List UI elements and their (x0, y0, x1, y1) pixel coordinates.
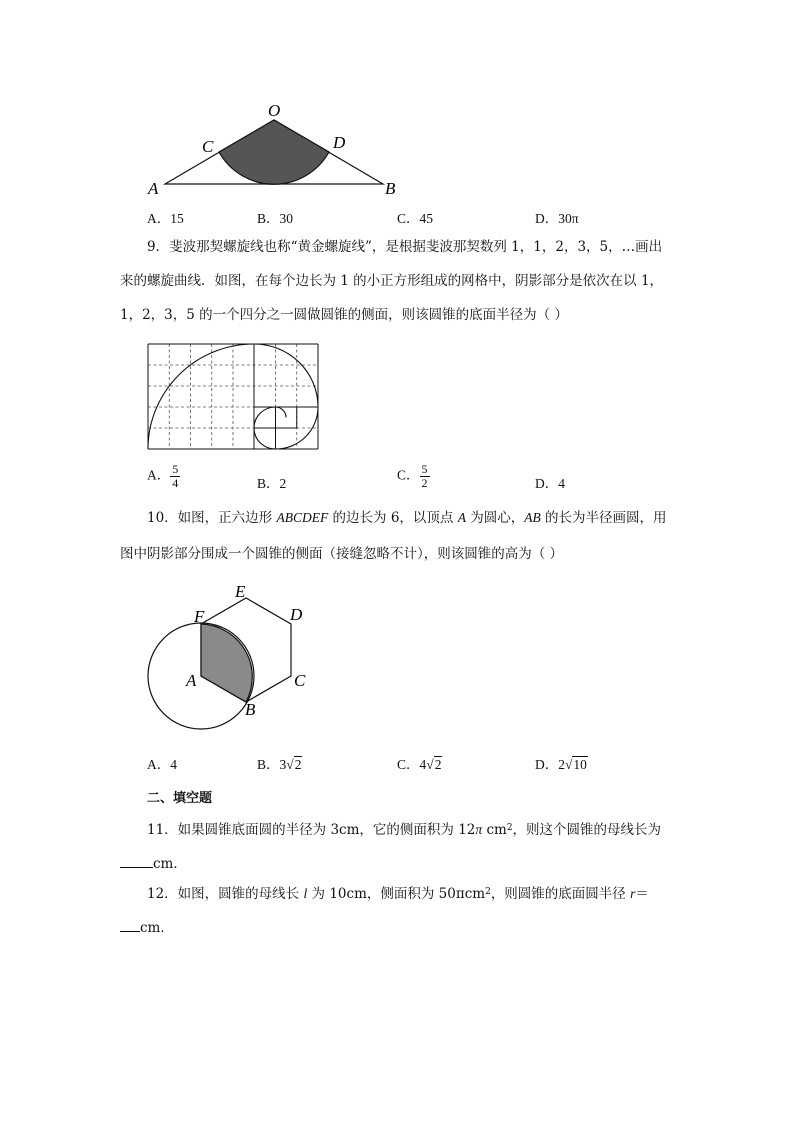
fraction-5-2: $\frac{5}{2}$ (421, 462, 428, 490)
q9-option-a[interactable] (147, 463, 180, 490)
sqrt-sign: √ (286, 757, 294, 772)
q11-line-2: cm． (120, 853, 187, 874)
label-a: A (148, 179, 159, 198)
label-b: B (245, 700, 256, 719)
label-o: O (268, 101, 281, 120)
q10-option-c[interactable]: C．4√2 (397, 757, 442, 772)
label-c: C (202, 137, 214, 156)
q11-line-1: 11．如果圆锥底面圆的半径为 3cm，它的侧面积为 12π $cm^2$，则这个圆锥的母线长为 (147, 822, 662, 838)
label-d: D (333, 133, 346, 152)
q8-option-d[interactable]: D．30π (535, 211, 579, 226)
q10-line-2: 图中阴影部分围成一个圆锥的侧面（接缝忽略不计），则该圆锥的高为（ ） (120, 546, 564, 562)
q10-line-1: 10．如图，正六边形 ABCDEF 的边长为 6，以顶点 A 为圆心，AB 的长为半径画圆，用 (147, 510, 667, 526)
label-f: F (194, 607, 205, 626)
shaded-sector (219, 120, 329, 184)
dashed-grid (148, 344, 318, 449)
shaded-region (201, 624, 252, 702)
q9-option-a-prefix: A． (147, 467, 171, 483)
q8-option-c[interactable]: C．45 (397, 211, 434, 226)
q12-line-1: 12．如图，圆锥的母线长 l 为 10cm，侧面积为 50πcm$^2$，则圆锥的底面圆半径 r＝ (147, 886, 649, 902)
label-c: C (294, 671, 306, 690)
answer-blank[interactable] (120, 853, 153, 868)
q9-option-c-prefix: C． (397, 467, 420, 483)
label-a: A (186, 671, 197, 690)
figure-sector-triangle (140, 95, 410, 200)
q9-line-2: 来的螺旋曲线．如图，在每个边长为 1 的小正方形组成的网格中，阴影部分是依次在以 1， (120, 273, 664, 289)
label-b: B (385, 179, 396, 198)
q9-line-1: 9．斐波那契螺旋线也称“黄金螺旋线”，是根据斐波那契数列 1，1，2，3，5，…画出 (147, 239, 663, 255)
q9-line-3: 1，2，3，5 的一个四分之一圆做圆锥的侧面，则该圆锥的底面半径为（ ） (120, 307, 568, 323)
q9-option-d[interactable]: D．4 (535, 476, 565, 491)
label-e: E (235, 582, 246, 601)
q8-option-b[interactable]: B．30 (257, 211, 294, 226)
q10-option-d[interactable]: D．2√10 (535, 757, 587, 772)
q9-option-c[interactable] (397, 463, 430, 490)
label-d: D (290, 605, 303, 624)
q9-option-b[interactable]: B．2 (257, 476, 287, 491)
figure-hexagon-circle (140, 580, 320, 740)
sqrt-sign: √ (426, 757, 434, 772)
q8-option-a[interactable]: A．15 (147, 211, 184, 226)
figure-fibonacci-spiral (146, 342, 320, 452)
section-heading-fill-blank: 二、填空题 (147, 791, 213, 806)
q12-line-2: cm． (120, 917, 174, 938)
sqrt-sign: √ (565, 757, 573, 772)
q10-option-b[interactable]: B．3√2 (257, 757, 302, 772)
fraction-5-4: $\frac{5}{4}$ (172, 462, 179, 490)
answer-blank[interactable] (120, 917, 140, 932)
q10-option-a[interactable]: A．4 (147, 757, 177, 772)
